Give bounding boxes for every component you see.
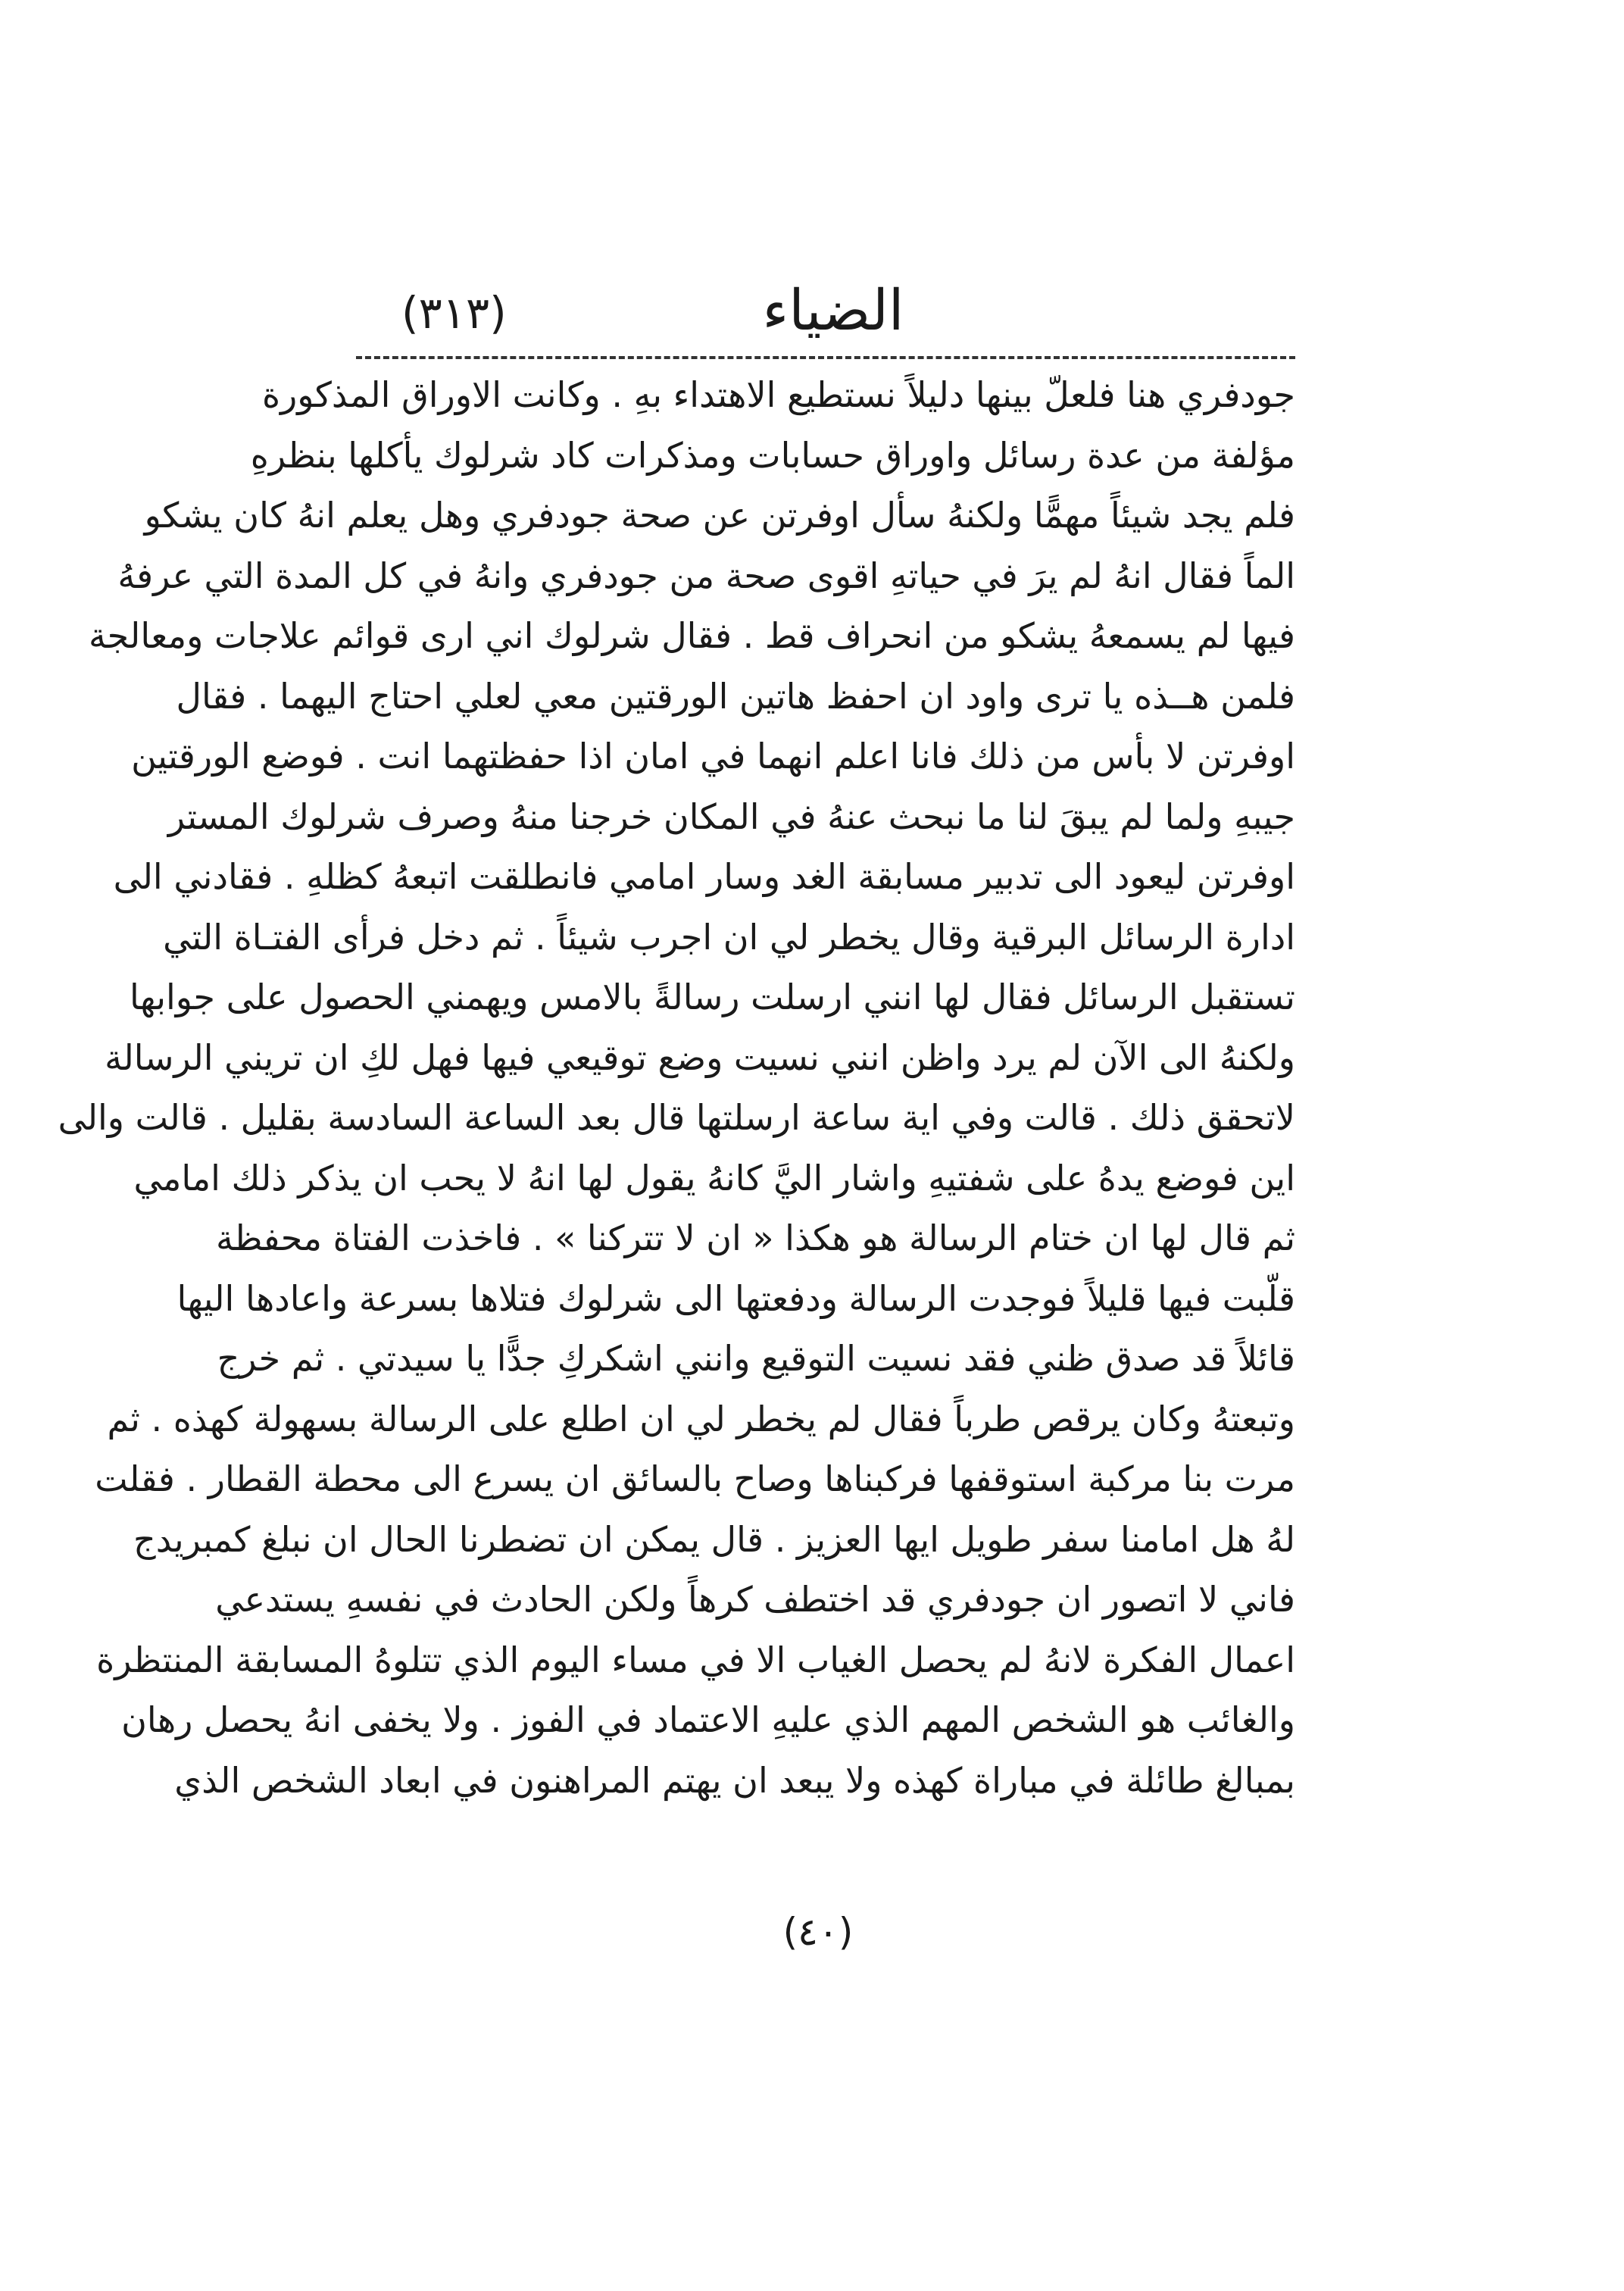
footer-sheet-number: (٤٠) (782, 1910, 854, 1954)
text-line: بمبالغ طائلة في مباراة كهذه ولا يبعد ان يهتم المراهنون في ابعاد الشخص الذي (174, 1759, 1295, 1801)
text-line: الماً فقال انهُ لم يرَ في حياتهِ اقوى صحة من جودفري وانهُ في كل المدة التي عرفهُ (117, 555, 1295, 596)
text-line: فلم يجد شيئاً مهمًّا ولكنهُ سأل اوفرتن عن صحة جودفري وهل يعلم انهُ كان يشكو (144, 495, 1295, 536)
text-line: فيها لم يسمعهُ يشكو من انحراف قط . فقال شرلوك اني ارى قوائم علاجات ومعالجة (88, 615, 1295, 656)
text-line: والغائب هو الشخص المهم الذي عليهِ الاعتماد في الفوز . ولا يخفى انهُ يحصل رهان (121, 1699, 1295, 1740)
page-header (356, 273, 1295, 356)
text-line: تستقبل الرسائل فقال لها انني ارسلت رسالةً بالامس ويهمني الحصول على جوابها (129, 977, 1295, 1017)
text-line: لهُ هل امامنا سفر طويل ايها العزيز . قال يمكن ان تضطرنا الحال ان نبلغ كمبريدج (133, 1518, 1295, 1560)
text-line: اوفرتن لا بأس من ذلك فانا اعلم انهما في امان اذا حفظتهما انت . فوضع الورقتين (131, 736, 1295, 777)
text-line: ادارة الرسائل البرقية وقال يخطر لي ان اجرب شيئاً . ثم دخل فرأى الفتـاة التي (163, 916, 1295, 958)
text-line: قلّبت فيها قليلاً فوجدت الرسالة ودفعتها الى شرلوك فتلاها بسرعة واعادها اليها (176, 1277, 1295, 1319)
journal-title: الضياء (762, 278, 904, 343)
text-line: قائلاً قد صدق ظني فقد نسيت التوقيع وانني اشكركِ جدًّا يا سيدتي . ثم خرج (217, 1338, 1295, 1379)
text-line: جودفري هنا فلعلّ بينها دليلاً نستطيع الاهتداء بهِ . وكانت الاوراق المذكورة (261, 374, 1295, 415)
text-line: ثم قال لها ان ختام الرسالة هو هكذا « ان لا تتركنا » . فاخذت الفتاة محفظة (216, 1217, 1295, 1258)
body-text (58, 365, 1295, 1811)
text-line: اوفرتن ليعود الى تدبير مسابقة الغد وسار امامي فانطلقت اتبعهُ كظلهِ . فقادني الى (113, 856, 1295, 897)
text-line: مرت بنا مركبة استوقفها فركبناها وصاح بالسائق ان يسرع الى محطة القطار . فقلت (95, 1458, 1295, 1499)
text-line: جيبهِ ولما لم يبقَ لنا ما نبحث عنهُ في المكان خرجنا منهُ وصرف شرلوك المستر (167, 795, 1295, 837)
text-line: اين فوضع يدهُ على شفتيهِ واشار اليَّ كانهُ يقول لها انهُ لا يحب ان يذكر ذلك امامي (133, 1157, 1295, 1199)
text-line: مؤلفة من عدة رسائل واوراق حسابات ومذكرات كاد شرلوك يأكلها بنظرهِ (250, 434, 1295, 476)
header-divider (356, 356, 1295, 359)
text-line: لاتحقق ذلك . قالت وفي اية ساعة ارسلتها قال بعد الساعة السادسة بقليل . قالت والى (58, 1097, 1295, 1138)
text-line: فلمن هــذه يا ترى واود ان احفظ هاتين الورقتين معي لعلي احتاج اليهما . فقال (176, 675, 1295, 717)
text-line: اعمال الفكرة لانهُ لم يحصل الغياب الا في مساء اليوم الذي تتلوهُ المسابقة المنتظرة (96, 1639, 1295, 1680)
text-line: فاني لا اتصور ان جودفري قد اختطف كرهاً ولكن الحادث في نفسهِ يستدعي (215, 1579, 1295, 1620)
header-page-number: (٣١٣) (401, 287, 507, 339)
text-line: ولكنهُ الى الآن لم يرد واظن انني نسيت وضع توقيعي فيها فهل لكِ ان تريني الرسالة (105, 1036, 1295, 1078)
text-line: وتبعتهُ وكان يرقص طرباً فقال لم يخطر لي ان اطلع على الرسالة بسهولة كهذه . ثم (107, 1398, 1295, 1439)
